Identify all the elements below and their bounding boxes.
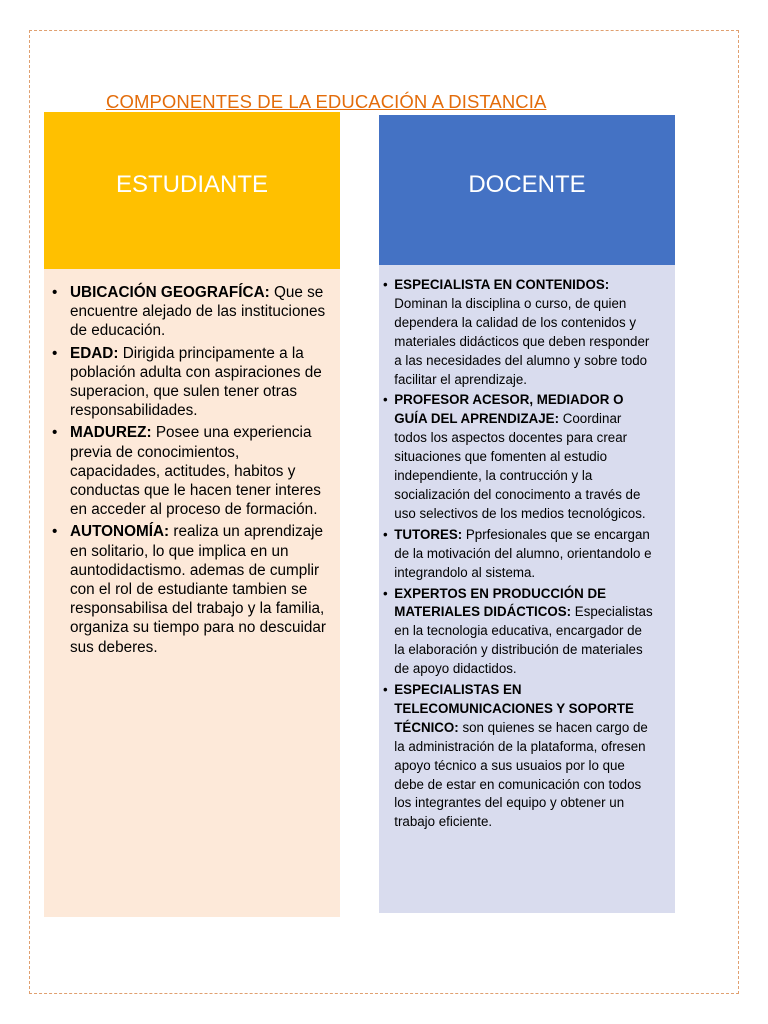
list-item: [52, 344, 332, 421]
docente-header: [379, 115, 675, 265]
estudiante-header: [44, 112, 340, 269]
item-label: EXPERTOS EN PRODUCCIÓN DE MATERIALES DIDÁCTICOS:: [394, 585, 606, 621]
docente-heading: DOCENTE: [468, 171, 586, 198]
item-text: Dirigida principamente a la población adulta con aspiraciones de superacion, que sulen tener otras responsabilidades.: [70, 344, 322, 420]
list-item: [383, 526, 656, 583]
bullet-icon: •: [383, 526, 388, 543]
item-label: AUTONOMÍA:: [70, 523, 170, 541]
item-label: ESPECIALISTA EN CONTENIDOS:: [394, 277, 610, 293]
list-item: [52, 283, 332, 341]
list-item: [383, 391, 656, 523]
bullet-icon: •: [52, 523, 58, 541]
list-item: [383, 276, 656, 389]
bullet-icon: •: [383, 392, 388, 409]
item-text: son quienes se hacen cargo de la administración de la plataforma, ofresen apoyo técnico a sus usuaios por lo que debe de estar en comunicación con todos los integrantes del equipo y obtener un trabajo eficiente.: [394, 719, 648, 831]
item-label: ESPECIALISTAS EN TELECOMUNICACIONES Y SOPORTE TÉCNICO:: [394, 682, 634, 736]
docente-list: [383, 276, 656, 834]
bullet-icon: •: [52, 284, 58, 301]
item-text: Dominan la disciplina o curso, de quien dependera la calidad de los contenidos y materiales didácticos que deben responder a las necesidades del alumno y sobre todo facilitar el aprendizaje.: [394, 295, 650, 388]
item-label: MADUREZ:: [70, 424, 152, 442]
item-text: Coordinar todos los aspectos docentes para crear situaciones que fomenten al estudio independiente, la contrucción y la socialización del conocimento a través de uso selectivos de los medios tecnológicos.: [394, 411, 646, 522]
estudiante-panel: [44, 269, 340, 917]
list-item: [383, 681, 656, 832]
item-label: EDAD:: [70, 344, 119, 362]
bullet-icon: •: [383, 682, 388, 699]
list-item: [52, 522, 332, 656]
item-text: Que se encuentre alejado de las instituciones de educación.: [70, 284, 326, 340]
item-text: Pprfesionales que se encargan de la motivación del alumno, orientandolo e integrandolo al sistema.: [394, 526, 652, 581]
list-item: [52, 423, 332, 519]
item-label: UBICACIÓN GEOGRAFÍCA:: [70, 284, 270, 301]
item-label: TUTORES:: [394, 526, 463, 543]
bullet-icon: •: [52, 424, 58, 442]
item-text: Posee una experiencia previa de conocimientos, capacidades, actitudes, habitos y conductas que le hacen tener interes en acceder al proceso de formación.: [70, 424, 321, 519]
estudiante-heading: ESTUDIANTE: [115, 170, 268, 198]
item-text: Especialistas en la tecnologia educativa, encargador de la elaboración y distribución de materiales de apoyo didactidos.: [394, 604, 653, 678]
bullet-icon: •: [383, 277, 388, 293]
page-title: COMPONENTES DE LA EDUCACIÓN A DISTANCIA: [106, 91, 547, 112]
docente-panel: [379, 265, 675, 913]
bullet-icon: •: [383, 585, 388, 602]
list-item: [383, 585, 656, 680]
estudiante-list: [52, 283, 332, 660]
item-label: PROFESOR ACESOR, MEDIADOR O GUÍA DEL APRENDIZAJE:: [394, 392, 624, 428]
item-text: realiza un aprendizaje en solitario, lo que implica en un auntodidactismo. ademas de cumplir con el rol de estudiante tambien se responsabilisa del trabajo y la familia, organiza su tiempo para no descuidar sus deberes.: [70, 523, 326, 656]
bullet-icon: •: [52, 344, 58, 362]
